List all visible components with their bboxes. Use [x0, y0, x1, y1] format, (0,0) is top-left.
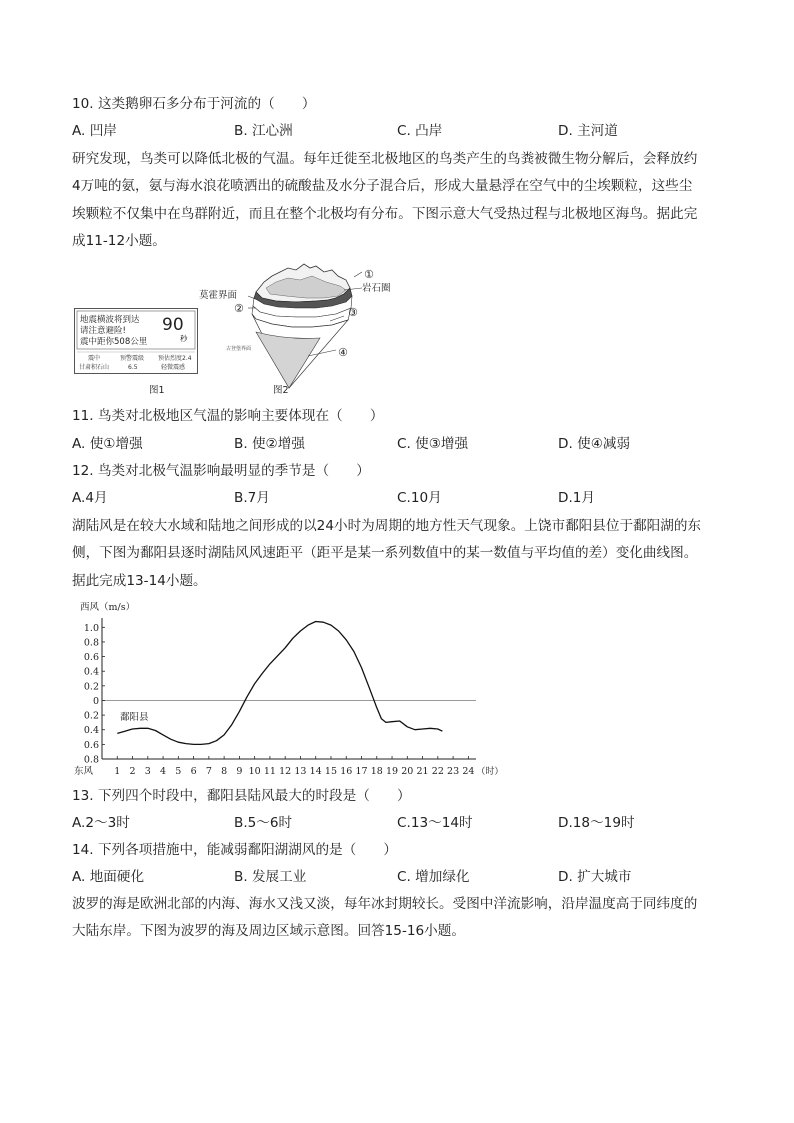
q10-option-a: A. 凹岸 [72, 123, 117, 139]
passage3-line1: 波罗的海是欧洲北部的内海、海水又浅又淡，每年冰封期较长。受图中洋流影响，沿岸温度高于同纬度的 [72, 896, 698, 912]
passage3-line2: 大陆东岸。下图为波罗的海及周边区域示意图。回答15-16小题。 [72, 923, 465, 939]
passage1-line2: 4万吨的氨，氨与海水浪花喷洒出的硫酸盐及水分子混合后，形成大量悬浮在空气中的尘埃颗粒，这些尘 [72, 178, 693, 194]
mark-3: ③ [348, 306, 358, 319]
passage2-line2: 侧，下图为鄱阳县逐时湖陆风风速距平（距平是某一系列数值中的某一数值与平均值的差）变化曲线图。 [72, 545, 698, 561]
passage1-line4: 成11-12小题。 [72, 233, 166, 249]
figure2-earth-interior [196, 258, 392, 392]
notice-line3: 震中距你508公里 [80, 337, 148, 347]
chart-y-tick-label: 0.8 [83, 754, 99, 766]
label-moho: 莫霍界面 [199, 290, 238, 301]
chart-y-tick-label: 1.0 [83, 622, 99, 634]
chart-y-tick-label: 0.2 [83, 710, 99, 722]
chart-x-tick-label: 15 [324, 766, 338, 777]
label-lithosphere: 岩石圈 [362, 283, 391, 294]
chart-x-tick-label: 4 [160, 766, 167, 777]
q14-option-d: D. 扩大城市 [558, 869, 632, 885]
chart-x-tick-label: 9 [236, 766, 243, 777]
chart-y-tick-label: 0.2 [83, 681, 99, 693]
q10-option-c: C. 凸岸 [397, 123, 443, 139]
chart-x-tick-label: 2 [129, 766, 136, 777]
countdown-unit: 秒 [180, 334, 188, 343]
wind-anomaly-chart [72, 596, 504, 780]
mark-2: ② [234, 302, 244, 315]
chart-x-tick-label: 12 [279, 766, 292, 777]
q11-option-c: C. 使③增强 [397, 436, 469, 452]
q12-option-d: D.1月 [558, 490, 596, 506]
magnitude-value: 6.5 [128, 364, 138, 371]
chart-y-tick-label: 0.6 [83, 739, 99, 751]
q12-stem: 12. 鸟类对北极气温影响最明显的季节是（ ） [72, 463, 370, 479]
chart-x-tick-label: 24 [462, 766, 475, 777]
q14-option-b: B. 发展工业 [234, 869, 307, 885]
q12-option-c: C.10月 [397, 490, 442, 506]
q11-option-a: A. 使①增强 [72, 436, 143, 452]
mark-4: ④ [338, 346, 348, 359]
chart-x-tick-label: 5 [175, 766, 182, 777]
chart-x-tick-label: 21 [416, 766, 429, 777]
chart-x-tick-label: 6 [190, 766, 197, 777]
q12-option-b: B.7月 [234, 490, 270, 506]
chart-x-tick-label: 16 [340, 766, 353, 777]
chart-y-tick-label: 0.6 [83, 652, 99, 664]
chart-x-tick-label: 1 [114, 766, 121, 777]
passage2-line3: 据此完成13-14小题。 [72, 573, 207, 589]
chart-x-tick-label: 3 [144, 766, 151, 777]
chart-x-unit: （时） [476, 767, 504, 777]
q12-option-a: A.4月 [72, 490, 108, 506]
q10-option-b: B. 江心洲 [234, 123, 293, 139]
q13-option-b: B.5～6时 [234, 815, 293, 831]
chart-ylabel-bottom: 东风 [74, 766, 94, 777]
q14-option-c: C. 增加绿化 [397, 869, 470, 885]
chart-y-tick-label: 0 [92, 695, 99, 707]
chart-y-tick-label: 0.4 [83, 666, 99, 678]
q13-option-d: D.18～19时 [558, 815, 635, 831]
chart-x-tick-label: 11 [263, 766, 276, 777]
chart-x-tick-label: 18 [370, 766, 383, 777]
passage2-line1: 湖陆风是在较大水域和陆地之间形成的以24小时为周期的地方性天气现象。上饶市鄱阳县位于鄱阳湖的东 [72, 518, 702, 534]
notice-line2: 请注意避险! [80, 326, 126, 336]
chart-y-tick-label: 0.8 [83, 637, 99, 649]
q13-stem: 13. 下列四个时段中，鄱阳县陆风最大的时段是（ ） [72, 788, 411, 804]
figure1-earthquake-notice [74, 308, 198, 374]
q14-option-a: A. 地面硬化 [72, 869, 145, 885]
label-gutenberg: 古登堡界面 [226, 346, 252, 352]
chart-y-tick-label: 0.4 [83, 725, 99, 737]
q11-option-d: D. 使④减弱 [558, 436, 631, 452]
chart-x-tick-label: 8 [221, 766, 228, 777]
figure1-caption: 图1 [149, 385, 165, 396]
q13-option-a: A.2～3时 [72, 815, 130, 831]
chart-x-tick-label: 22 [431, 766, 444, 777]
passage1-line1: 研究发现，鸟类可以降低北极的气温。每年迁徙至北极地区的鸟类产生的鸟粪被微生物分解后，会释放约 [72, 151, 698, 167]
q13-option-c: C.13～14时 [397, 815, 473, 831]
chart-x-tick-label: 20 [401, 766, 414, 777]
mark-1: ① [364, 268, 374, 281]
notice-line1: 地震横波将到达 [80, 315, 140, 325]
chart-x-tick-label: 7 [205, 766, 212, 777]
epicenter-label: 震中 [88, 355, 101, 362]
intensity-label: 预估烈度2.4 [158, 355, 192, 362]
chart-x-tick-label: 13 [294, 766, 307, 777]
chart-series-line [117, 622, 442, 745]
chart-x-tick-label: 19 [385, 766, 399, 777]
intensity-value: 轻微震感 [161, 364, 186, 371]
epicenter-value: 甘肃积石山 [79, 364, 110, 371]
chart-series-label: 鄱阳县 [120, 712, 149, 723]
chart-x-tick-label: 17 [355, 766, 368, 777]
figure2-caption: 图2 [273, 385, 289, 396]
passage1-line3: 埃颗粒不仅集中在鸟群附近，而且在整个北极均有分布。下图示意大气受热过程与北极地区海鸟。据此完 [72, 206, 698, 222]
magnitude-label: 预警震级 [120, 355, 145, 362]
q14-stem: 14. 下列各项措施中，能减弱鄱阳湖湖风的是（ ） [72, 842, 398, 858]
countdown-number: 90 [162, 315, 184, 335]
q11-stem: 11. 鸟类对北极地区气温的影响主要体现在（ ） [72, 408, 384, 424]
chart-x-tick-label: 14 [309, 766, 322, 777]
q10-option-d: D. 主河道 [558, 123, 618, 139]
q11-option-b: B. 使②增强 [234, 436, 305, 452]
chart-x-tick-label: 10 [248, 766, 261, 777]
chart-ylabel-top: 西风（m/s） [80, 602, 136, 613]
chart-x-tick-label: 23 [447, 766, 460, 777]
q10-stem: 10. 这类鹅卵石多分布于河流的（ ） [72, 96, 316, 112]
